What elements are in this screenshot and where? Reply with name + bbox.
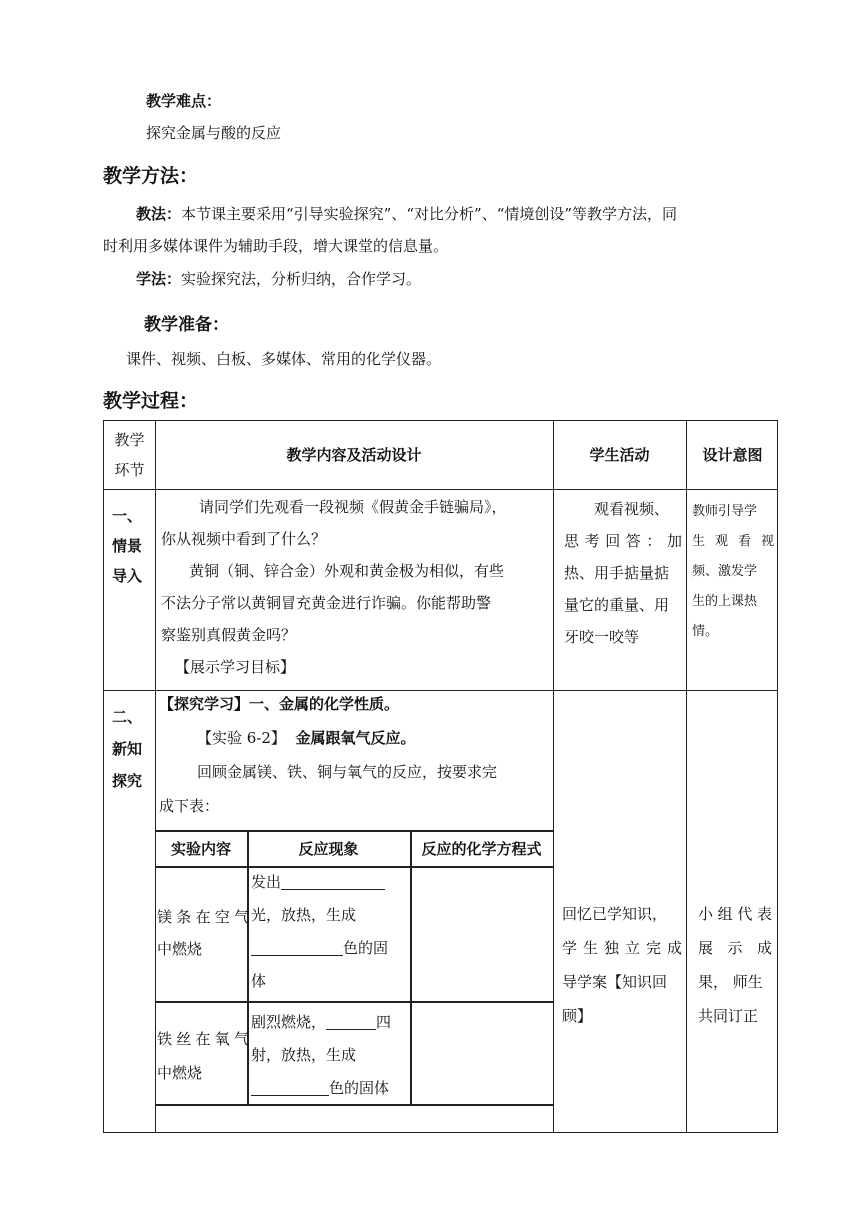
exp-header-phenomenon: 反应现象	[298, 840, 359, 858]
learn-text: 实验探究法，分析归纳，合作学习。	[181, 270, 422, 288]
teach-label: 教法：	[136, 205, 182, 223]
process-heading: 教学过程：	[103, 390, 199, 412]
experiment-table	[155, 830, 553, 1106]
preparation-text: 课件、视频、白板、多媒体、常用的化学仪器。	[126, 350, 442, 368]
blank-2[interactable]	[251, 937, 343, 956]
row2-student: 回忆已学知识， 学生独立完成 导学案【知识回 顾】	[562, 905, 682, 1025]
blank-4[interactable]	[251, 1077, 329, 1096]
row2-stage: 二、 新知 探究	[112, 708, 143, 790]
methods-heading: 教学方法：	[103, 165, 199, 187]
learn-method-line	[136, 268, 421, 289]
exp-row1-content: 镁条在空气 中燃烧	[157, 908, 249, 958]
difficulty-heading: 教学难点：	[146, 92, 222, 110]
difficulty-text: 探究金属与酸的反应	[146, 124, 282, 142]
learn-label: 学法：	[136, 270, 182, 288]
row1-student: 观看视频、 思考回答：加 热、用手掂量掂 量它的重量、用 牙咬一咬等	[564, 500, 682, 646]
header-stage: 教学 环节	[114, 431, 145, 479]
header-content: 教学内容及活动设计	[286, 446, 422, 464]
blank-3[interactable]	[326, 1011, 376, 1030]
row1-intent: 教师引导学 生观看视 频、激发学 生的上课热 情。	[692, 504, 774, 639]
exp-row2-phenomenon: 剧烈燃烧， 四 射，放热，生成 色的固体	[251, 1013, 392, 1097]
teach-method-line1	[136, 203, 677, 224]
row2-content: 【探究学习】一、金属的化学性质。 【实验 6-2】 金属跟氧气反应。 回顾金属镁、铁、铜与氧气的反应，按要求完 成下表：	[159, 695, 498, 815]
preparation-heading: 教学准备：	[144, 315, 229, 335]
exp-header-content: 实验内容	[170, 840, 231, 858]
exp-row1-phenomenon: 发出 光，放热，生成 色的固 体	[251, 873, 389, 990]
exp-row2-content: 铁丝在氧气 中燃烧	[157, 1030, 249, 1082]
header-student: 学生活动	[589, 446, 650, 464]
teach-text-2: 时利用多媒体课件为辅助手段，增大课堂的信息量。	[103, 237, 449, 255]
header-intent: 设计意图	[702, 446, 763, 464]
exp-header-equation: 反应的化学方程式	[421, 840, 542, 858]
row2-intent: 小组代表 展示成 果， 师生 共同订正	[698, 905, 772, 1025]
teach-text-1: 本节课主要采用“引导实验探究”、“对比分析”、“情境创设”等教学方法，同	[181, 205, 678, 223]
row1-content: 请同学们先观看一段视频《假黄金手链骗局》， 你从视频中看到了什么？ 黄铜（铜、锌合金）外观和黄金极为相似，有些 不法分子常以黄铜冒充黄金进行诈骗。你能帮助警 察鉴别真假黄金吗？ 【展示学习目标】	[161, 498, 507, 676]
blank-1[interactable]	[281, 871, 385, 890]
row1-stage: 一、 情景 导入	[112, 507, 143, 585]
